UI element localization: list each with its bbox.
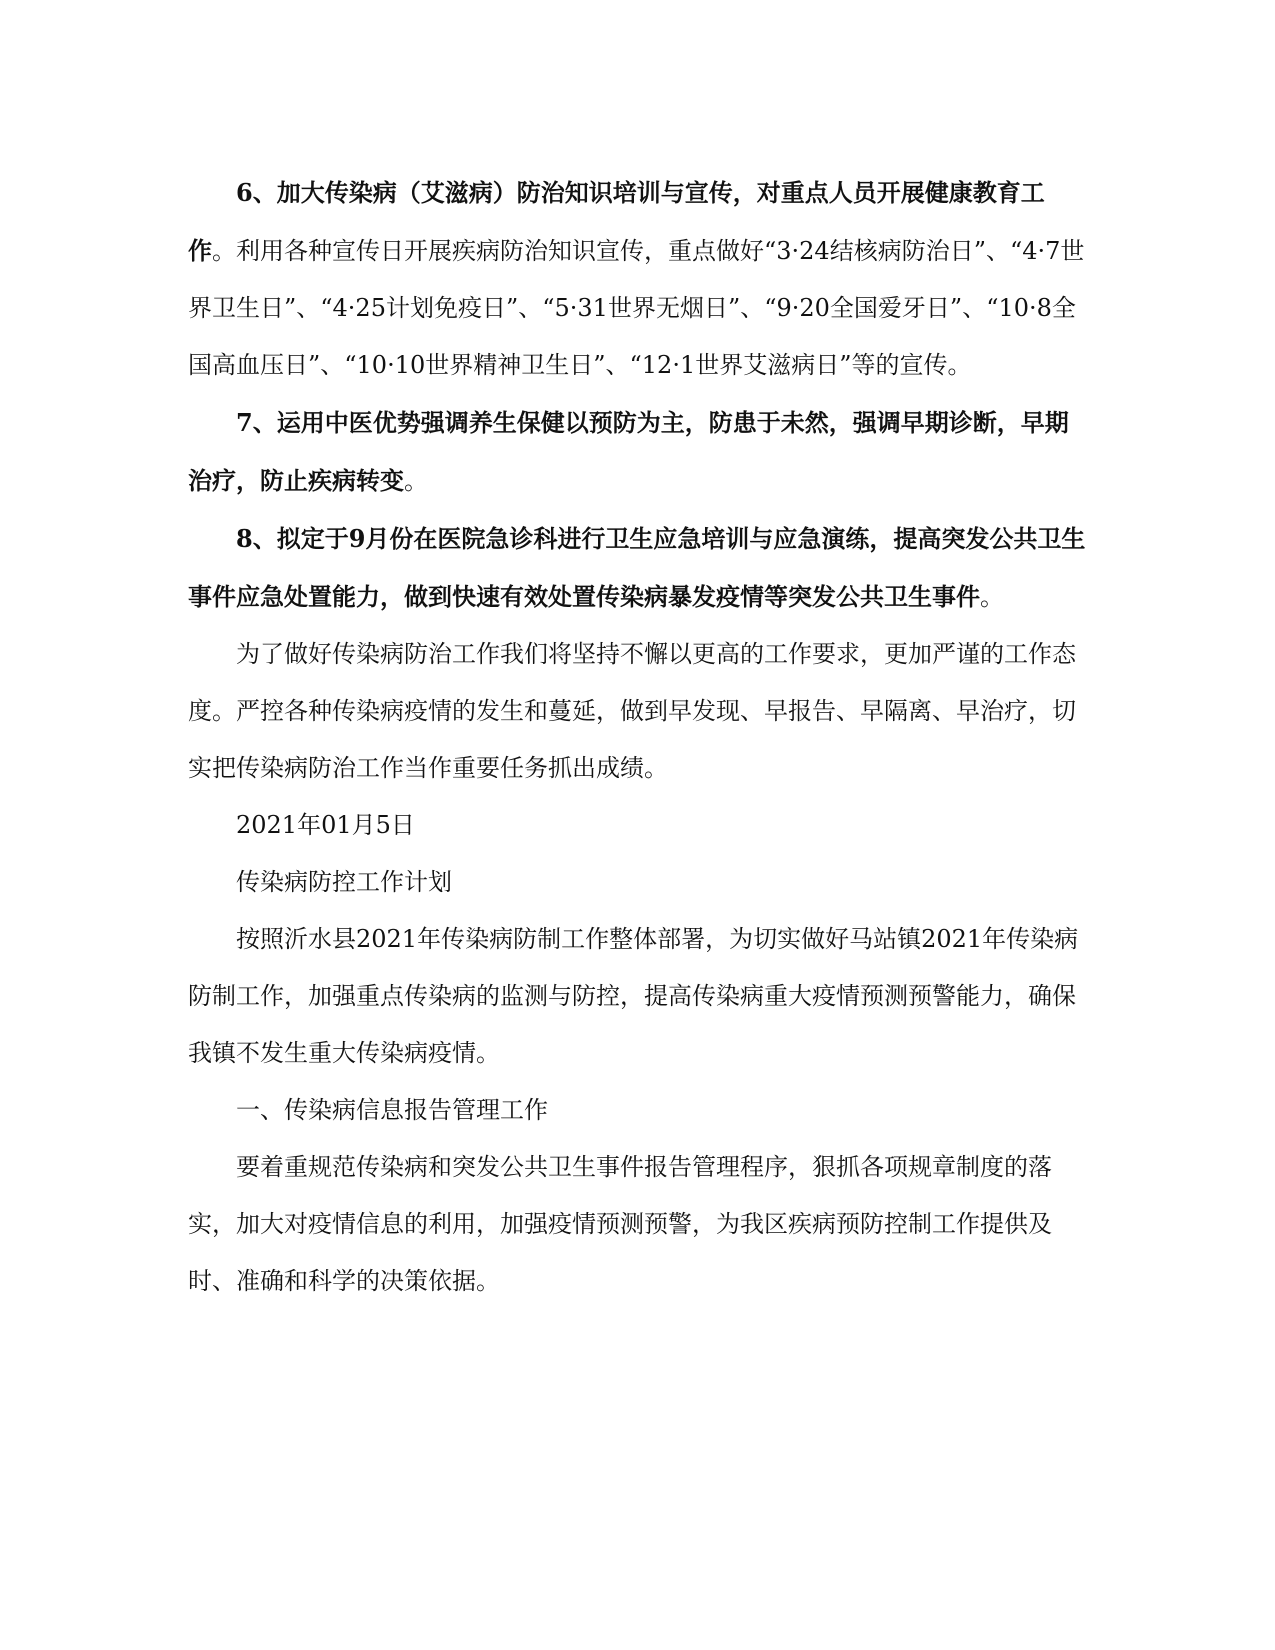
paragraph-conclusion: 为了做好传染病防治工作我们将坚持不懈以更高的工作要求，更加严谨的工作态度。严控各种传染病疫情的发生和蔓延，做到早发现、早报告、早隔离、早治疗，切实把传染病防治工作当作重要任务抓出成绩。 (188, 640, 1076, 782)
paragraph-reporting: 要着重规范传染病和突发公共卫生事件报告管理程序，狠抓各项规章制度的落实，加大对疫情信息的利用，加强疫情预测预警，为我区疾病预防控制工作提供及时、准确和科学的决策依据。 (188, 1153, 1052, 1295)
paragraph-intro: 按照沂水县2021年传染病防制工作整体部署，为切实做好马站镇2021年传染病防制工作，加强重点传染病的监测与防控，提高传染病重大疫情预测预警能力，确保我镇不发生重大传染病疫情。 (188, 925, 1079, 1067)
paragraph-item-7 (188, 394, 1088, 510)
section-title: 传染病防控工作计划 (236, 868, 452, 896)
paragraph-item-7-bold-lead: 7、运用中医优势强调养生保健以预防为主，防患于未然，强调早期诊断，早期治疗，防止疾病转变 (188, 408, 1069, 495)
paragraph-item-8-rest: 。 (980, 583, 1004, 611)
paragraph-item-6 (188, 164, 1088, 394)
date-line: 2021年01月5日 (236, 811, 415, 839)
paragraph-item-6-bold-lead: 6、加大传染病（艾滋病）防治知识培训与宣传，对重点人员开展健康教育工作 (188, 178, 1045, 265)
document-body (188, 164, 1088, 1310)
paragraph-item-8-bold-lead: 8、拟定于9月份在医院急诊科进行卫生应急培训与应急演练，提高突发公共卫生事件应急处置能力，做到快速有效处置传染病暴发疫情等突发公共卫生事件 (188, 524, 1086, 611)
paragraph-item-7-rest: 。 (404, 467, 428, 495)
paragraph-item-6-rest: 。利用各种宣传日开展疾病防治知识宣传，重点做好“3·24结核病防治日”、“4·7世界卫生日”、“4·25计划免疫日”、“5·31世界无烟日”、“9·20全国爱牙日”、“10·8全国高血压日”、“10·10世界精神卫生日”、“12·1世界艾滋病日”等的宣传。 (188, 237, 1085, 379)
paragraph-item-8 (188, 510, 1088, 626)
section-heading-1: 一、传染病信息报告管理工作 (236, 1096, 548, 1124)
